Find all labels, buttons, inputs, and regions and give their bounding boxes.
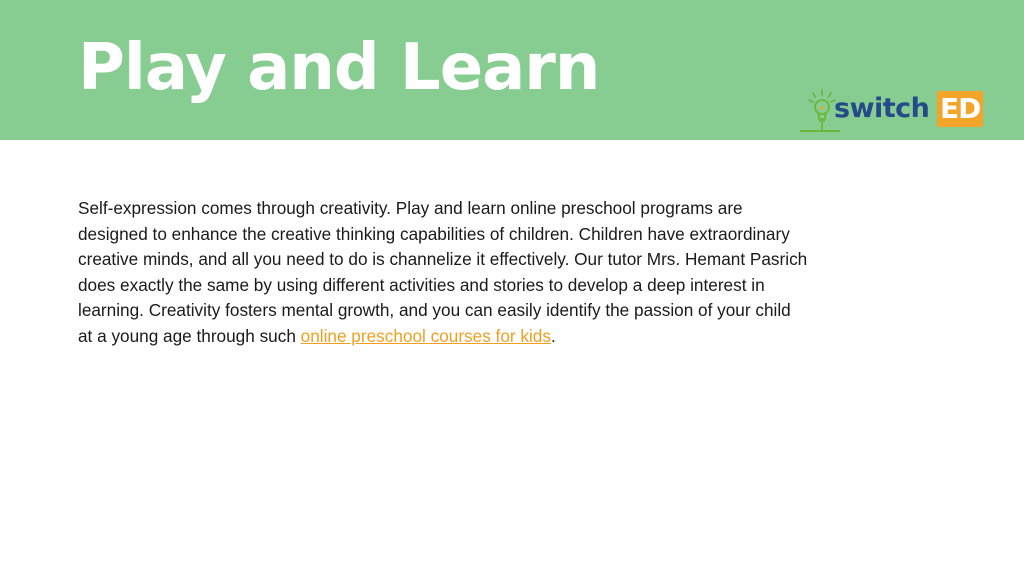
body-paragraph	[78, 196, 928, 349]
body-line: creative minds, and all you need to do is channelize it effectively. Our tutor Mrs. Hemant Pasrich	[78, 249, 808, 269]
body-line: Self-expression comes through creativity. Play and learn online preschool programs are	[78, 198, 743, 218]
body-line-prefix: at a young age through such	[78, 325, 301, 346]
body-line-suffix: .	[550, 325, 556, 346]
body-line: designed to enhance the creative thinking capabilities of children. Children have extraordinary	[78, 223, 790, 244]
body-line: learning. Creativity fosters mental growth, and you can easily identify the passion of your child	[78, 300, 791, 320]
logo-badge: ED	[937, 91, 983, 127]
switched-logo	[800, 86, 990, 136]
logo-wordmark: switch	[834, 93, 930, 124]
online-preschool-courses-link[interactable]: online preschool courses for kids	[300, 325, 551, 346]
body-line: does exactly the same by using different activities and stories to develop a deep interest in	[78, 274, 765, 295]
slide-title: Play and Learn	[78, 31, 600, 105]
header-band	[0, 0, 1024, 140]
